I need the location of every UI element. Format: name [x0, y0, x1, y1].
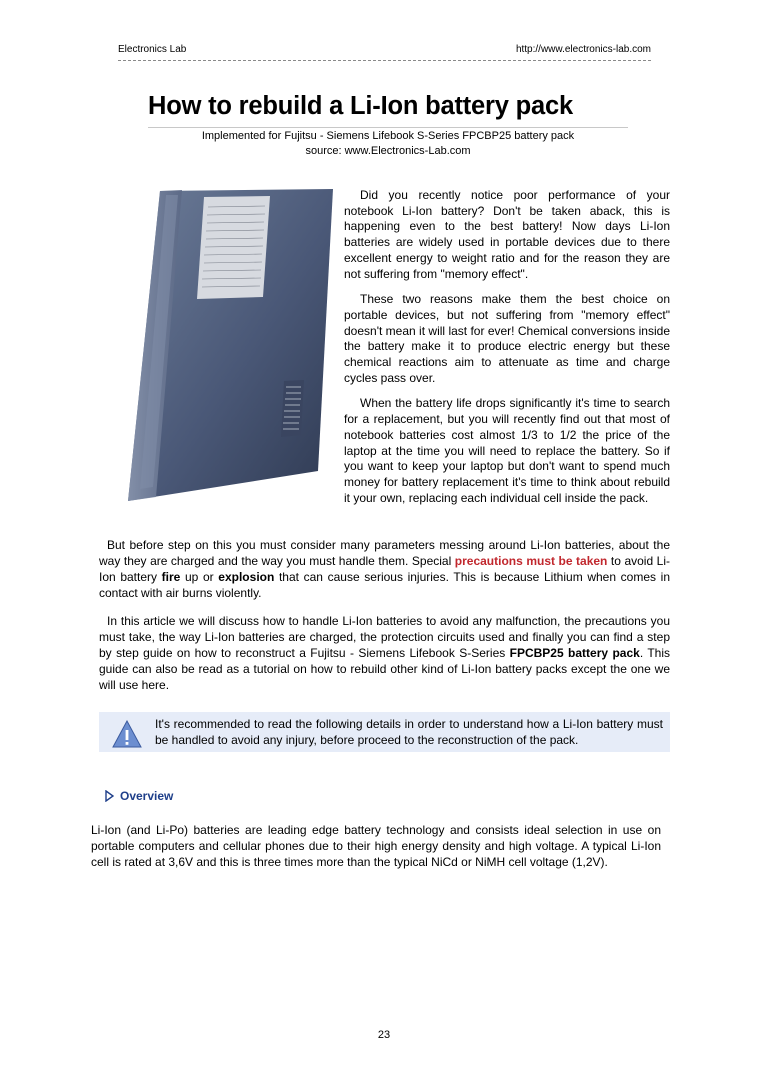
text-run: But before step on this you must consider many parameters messing around Li-Ion batteries, about the way they are charged and the way you must handle them. Special [99, 538, 670, 568]
warning-note-text: It's recommended to read the following details in order to understand how a Li-Ion battery must be handled to avoid any injury, before proceed to the reconstruction of the pack. [155, 717, 663, 747]
battery-model-highlight: FPCBP25 battery pack [509, 646, 640, 660]
section-title: Overview [120, 789, 174, 803]
battery-pack-image [120, 185, 335, 505]
text-run: to avoid Li-Ion battery [99, 554, 670, 584]
article-summary-paragraph [99, 613, 670, 693]
text-run: In this article we will discuss how to handle Li-Ion batteries to avoid any malfunction, the precautions you must take, the way Li-Ion batteries are charged, the protection circuits used and finally you can find a step by step guide on how to reconstruct a Fujitsu - Siemens Lifebook S-Series [99, 614, 670, 660]
explosion-highlight: explosion [218, 570, 275, 584]
precautions-highlight: precautions must be taken [454, 554, 608, 568]
intro-paragraph-1: Did you recently notice poor performance of your notebook Li-Ion battery? Don't be taken aback, this is happening even to the best battery! Now days Li-Ion batteries are widely used in portable devices due to there excellent energy to weight ratio and for the reason they are not suffering from "memory effect". [344, 188, 670, 281]
subtitle-line-1: Implemented for Fujitsu - Siemens Lifebook S-Series FPCBP25 battery pack [201, 130, 575, 142]
warning-note [99, 712, 670, 752]
intro-column [344, 188, 670, 516]
section-heading-overview[interactable] [104, 789, 173, 803]
header-url[interactable]: http://www.electronics-lab.com [515, 44, 651, 55]
warning-icon [112, 720, 142, 748]
header-site-name: Electronics Lab [118, 44, 187, 55]
text-run: that can cause serious injuries. This is because Lithium when comes in contact with air burns violently. [99, 570, 670, 600]
intro-paragraph-3: When the battery life drops significantly it's time to search for a replacement, but you will recently find out that most of notebook batteries cost almost 1/3 to 1/2 the price of the laptop at the time you will need to replace the battery. So if you want to keep your laptop but don't want to spend much money for battery replacement it's time to think about rebuild it your own, replacing each individual cell inside the pack. [344, 396, 670, 505]
text-run: up or [180, 570, 219, 584]
overview-paragraph: Li-Ion (and Li-Po) batteries are leading edge battery technology and consists ideal selection in use on portable computers and cellular phones due to their high energy density and high voltage. A typical Li-Ion cell is rated at 3,6V and this is three times more than the typical NiCd or NiMH cell voltage (1,2V). [91, 823, 661, 869]
title-divider [148, 127, 628, 128]
intro-paragraph-2: These two reasons make them the best choice on portable devices, but not suffering from "memory effect" doesn't mean it will last for ever! Chemical conversions inside the battery make it to produce electric energy but these chemical reactions aim to attenuate as time and charge cycles pass over. [344, 292, 670, 385]
header-divider [118, 60, 651, 61]
page-number: 23 [377, 1029, 391, 1041]
fire-highlight: fire [161, 570, 181, 584]
page-title: How to rebuild a Li-Ion battery pack [148, 92, 573, 120]
precautions-paragraph [99, 537, 670, 601]
triangle-right-icon [104, 790, 114, 802]
text-run: . This guide can also be read as a tutorial on how to rebuild other kind of Li-Ion battery packs except the one we will use here. [99, 646, 670, 692]
subtitle [148, 129, 628, 159]
subtitle-source: source: www.Electronics-Lab.com [305, 145, 471, 157]
